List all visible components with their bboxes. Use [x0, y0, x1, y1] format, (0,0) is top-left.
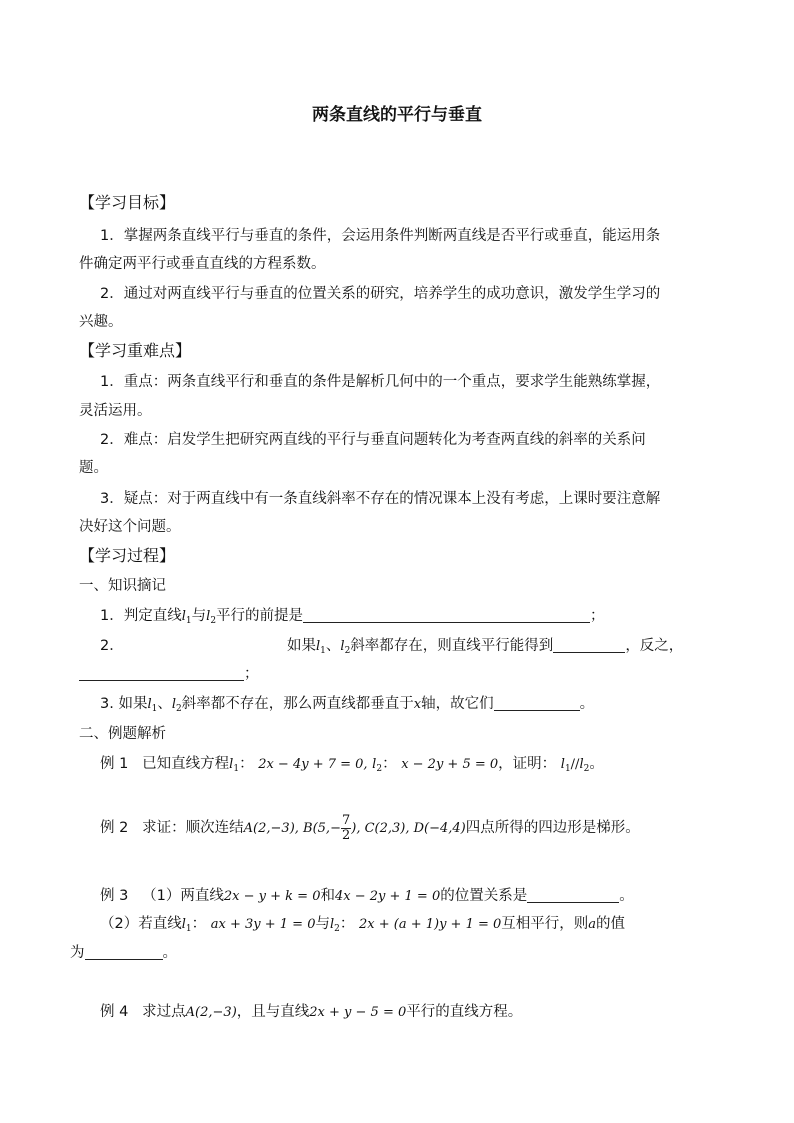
- fraction-seven-halves: $\frac{7}{2}$: [341, 812, 351, 843]
- example-3-equation-1: 2x − y + k = 0: [223, 889, 321, 904]
- example-3-part-2-cont: 为 。: [70, 945, 177, 961]
- goal-1-line-2: 件确定两平行或垂直直线的方程系数。: [79, 256, 326, 272]
- knowledge-item-2: 如果$l_1$、$l_2$斜率都存在，则直线平行能得到 ，反之，: [287, 638, 684, 656]
- answer-blank-2[interactable]: [553, 638, 625, 653]
- parallel-symbol: //: [570, 757, 580, 772]
- example-3-equation-3: ax + 3y + 1 = 0: [210, 917, 316, 932]
- knowledge-item-2-cont: ；: [79, 662, 259, 683]
- keypoint-3-line-2: 决好这个问题。: [79, 519, 181, 535]
- knowledge-item-1: 1．判定直线$l_1$与$l_2$平行的前提是 ；: [100, 608, 605, 626]
- l2-symbol: $l_2$: [171, 697, 182, 714]
- keypoint-3-line-1: 3．疑点：对于两直线中有一条直线斜率不存在的情况课本上没有考虑，上课时要注意解: [100, 491, 661, 507]
- x-symbol: x: [413, 697, 422, 712]
- goal-2-line-1: 2．通过对两直线平行与垂直的位置关系的研究，培养学生的成功意识，激发学生学习的: [100, 286, 661, 302]
- l1-symbol: $l_1$: [560, 757, 571, 774]
- example-2: 例 2 求证：顺次连结A(2,−3), B(5,− $\frac{7}{2}$ ), C(2,3), D(−4,4)四点所得的四边形是梯形。: [100, 812, 640, 843]
- l1-symbol: $l_1$: [147, 697, 158, 714]
- a-symbol: a: [588, 917, 597, 932]
- section-process: 【学习过程】: [79, 546, 176, 565]
- answer-blank-5[interactable]: [527, 888, 619, 903]
- l1-symbol: $l_1$: [181, 609, 192, 626]
- l1-symbol: $l_1$: [181, 917, 192, 934]
- goal-1-line-1: 1．掌握两条直线平行与垂直的条件，会运用条件判断两直线是否平行或垂直，能运用条: [100, 228, 661, 244]
- section-goals: 【学习目标】: [79, 193, 176, 212]
- l2-symbol: $l_2$: [340, 639, 351, 656]
- keypoint-2-line-2: 题。: [79, 460, 108, 476]
- answer-blank-3[interactable]: [79, 666, 244, 681]
- example-2-points: A(2,−3), B(5,− $\frac{7}{2}$ ), C(2,3), D(−4,4): [243, 812, 466, 843]
- answer-blank-1[interactable]: [303, 608, 590, 623]
- knowledge-heading: 一、知识摘记: [79, 578, 166, 594]
- keypoint-1-line-2: 灵活运用。: [79, 403, 152, 419]
- example-1-equation-1: 2x − 4y + 7 = 0,: [258, 757, 368, 772]
- examples-heading: 二、例题解析: [79, 726, 166, 742]
- l1-symbol: $l_1$: [229, 757, 240, 774]
- goal-2-line-2: 兴趣。: [79, 314, 123, 330]
- l2-symbol: $l_2$: [372, 757, 383, 774]
- knowledge-item-2-number: 2．: [100, 638, 124, 654]
- example-3-equation-2: 4x − 2y + 1 = 0: [334, 889, 441, 904]
- section-keypoints: 【学习重难点】: [79, 341, 192, 360]
- l2-symbol: $l_2$: [206, 609, 217, 626]
- l1-symbol: $l_1$: [316, 639, 326, 656]
- l2-symbol: $l_2$: [579, 757, 590, 774]
- keypoint-1-line-1: 1．重点：两条直线平行和垂直的条件是解析几何中的一个重点，要求学生能熟练掌握，: [100, 374, 661, 390]
- example-3-part-2: （2）若直线$l_1$： ax + 3y + 1 = 0与$l_2$： 2x + (a + 1)y + 1 = 0互相平行，则a的值: [100, 916, 626, 934]
- example-3-equation-4: 2x + (a + 1)y + 1 = 0: [358, 917, 502, 932]
- example-4-point: A(2,−3): [185, 1005, 237, 1020]
- l2-symbol: $l_2$: [329, 917, 340, 934]
- example-1-equation-2: x − 2y + 5 = 0: [401, 757, 499, 772]
- answer-blank-6[interactable]: [85, 945, 163, 960]
- answer-blank-4[interactable]: [494, 696, 580, 711]
- example-3-part-1: 例 3 （1）两直线2x − y + k = 0和4x − 2y + 1 = 0的位置关系是 。: [100, 888, 634, 904]
- example-4-equation: 2x + y − 5 = 0: [309, 1005, 407, 1020]
- knowledge-item-3: 3. 如果$l_1$、$l_2$斜率都不存在，那么两直线都垂直于x轴，故它们 。: [100, 696, 595, 714]
- keypoint-2-line-1: 2．难点：启发学生把研究两直线的平行与垂直问题转化为考查两直线的斜率的关系问: [100, 432, 646, 448]
- page-title: 两条直线的平行与垂直: [312, 105, 482, 125]
- example-4: 例 4 求过点A(2,−3)，且与直线2x + y − 5 = 0平行的直线方程。: [100, 1004, 523, 1020]
- example-1: 例 1 已知直线方程$l_1$： 2x − 4y + 7 = 0, $l_2$： x − 2y + 5 = 0，证明： $l_1//l_2$。: [100, 756, 604, 774]
